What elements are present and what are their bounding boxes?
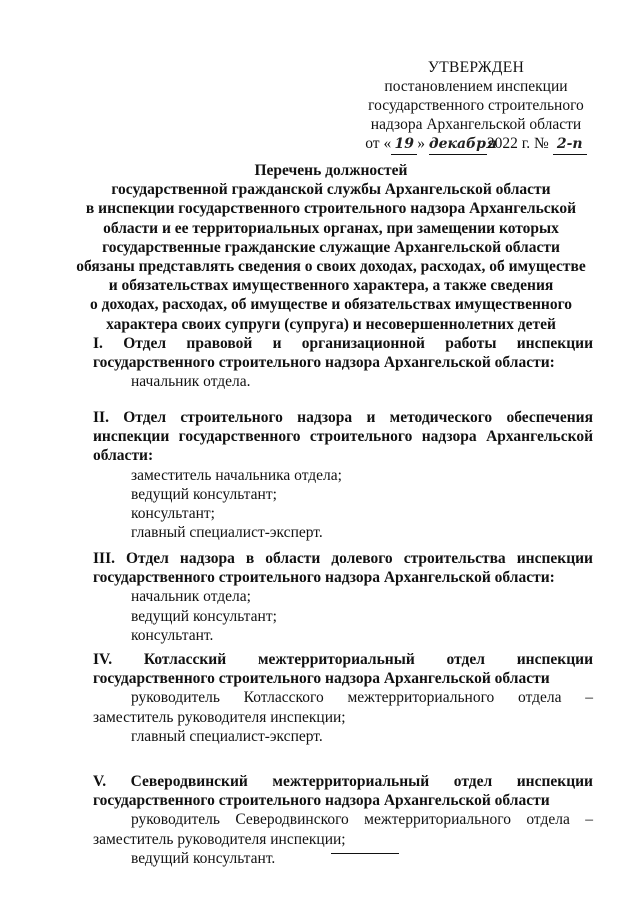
section-title: II. Отдел строительного надзора и методического обеспечения инспекции государственного строительного надзора Архангельской области: [93,409,593,465]
heading-line: обязаны представлять сведения о своих доходах, расходах, об имуществе [76,258,586,276]
section-title: III. Отдел надзора в области долевого строительства инспекции государственного строительного надзора Архангельской области: [93,550,593,587]
position-item: начальник отдела. [131,373,251,391]
closing-divider [331,853,399,854]
heading-line: государственные гражданские служащие Архангельской области [102,238,560,256]
section-2 [93,408,593,542]
section-title: IV. Котласский межтерриториальный отдел инспекции государственного строительного надзора Архангельской области [93,651,593,688]
heading-line: Перечень должностей [254,162,408,179]
heading-line: области и ее территориальных органах, при замещении которых [103,219,559,237]
handwritten-month: декабря [429,135,487,155]
date-year: 2022 г. № [486,135,549,152]
handwritten-number: 2-п [553,135,587,155]
approval-date-line [365,134,586,155]
position-item: ведущий консультант; [131,485,277,503]
section-4 [93,650,593,746]
heading-line: государственной гражданской службы Архангельской области [111,181,551,199]
heading-line: в инспекции государственного строительного надзора Архангельской [85,200,577,218]
date-mid: » [417,135,425,152]
position-item: главный специалист-эксперт. [131,524,323,542]
approval-line-2: государственного строительного [368,97,584,114]
position-item: заместитель начальника отдела; [131,466,342,484]
section-title: V. Северодвинский межтерриториальный отдел инспекции государственного строительного надзора Архангельской области [93,773,593,810]
position-item: консультант. [131,626,214,644]
handwritten-day: 19 [391,135,417,155]
section-title: I. Отдел правовой и организационной работы инспекции государственного строительного надзора Архангельской области: [93,335,593,372]
position-item: начальник отдела; [131,588,251,606]
approval-line-1: постановлением инспекции [384,78,568,95]
position-item: руководитель Северодвинского межтерриториального отдела – заместитель руководителя инспекции; [93,811,593,848]
position-item: ведущий консультант. [131,849,276,867]
heading-line: о доходах, расходах, об имуществе и обязательствах имущественного [89,296,573,314]
position-item: руководитель Котласского межтерриториального отдела – заместитель руководителя инспекции; [93,689,593,726]
position-item: ведущий консультант; [131,607,277,625]
position-item: консультант; [131,505,215,523]
document-heading [70,161,592,334]
approval-line-3: надзора Архангельской области [370,116,582,133]
section-1 [93,334,593,392]
section-3 [93,549,593,645]
approval-block [360,58,592,155]
heading-line: характера своих супруги (супруга) и несовершеннолетних детей [106,315,556,333]
approval-title: УТВЕРЖДЕН [427,59,525,76]
heading-line: и обязательствах имущественного характера, а также сведения [108,277,554,295]
date-prefix: от « [365,135,392,152]
position-item: главный специалист-эксперт. [131,727,323,745]
